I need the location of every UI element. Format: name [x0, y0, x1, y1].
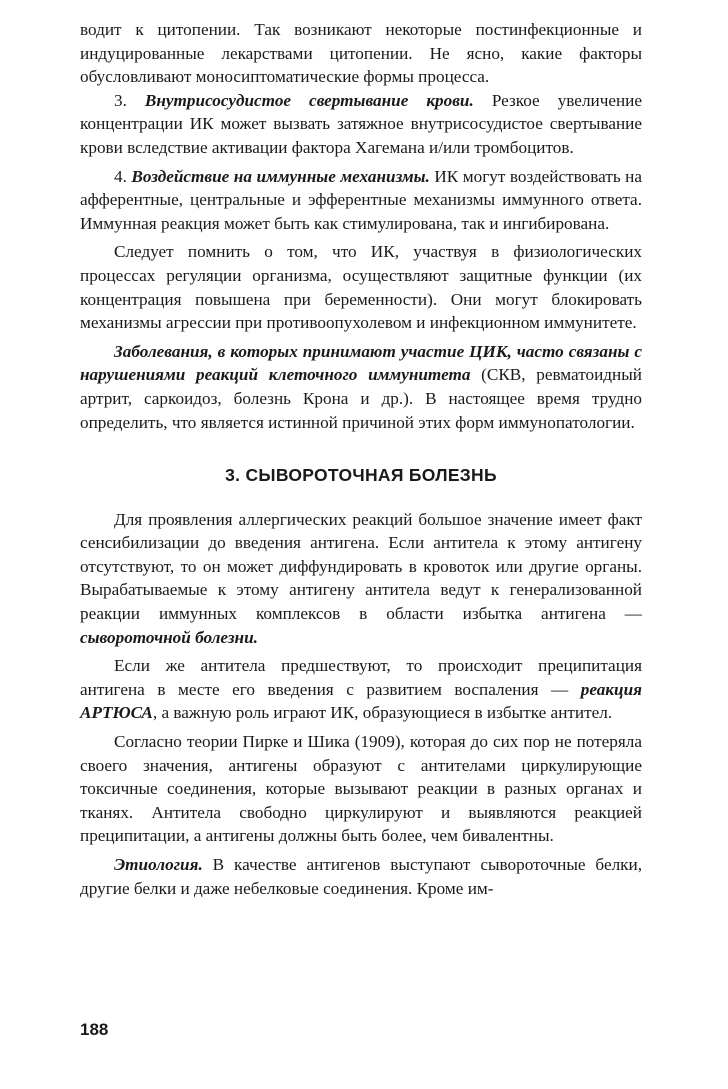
paragraph-immune-mechanisms: [80, 165, 642, 236]
term-diseases-cic: Заболевания, в которых принимают участие ЦИК, часто связаны с нарушениями реакций клеточного иммунитета: [80, 341, 642, 385]
paragraph-cytopenia: [80, 18, 642, 89]
paragraph-text-tail: , а важную роль играют ИК, образующиеся в избытке антител.: [152, 703, 613, 723]
list-number: 4.: [114, 166, 132, 186]
paragraph-text: водит к цитопении. Так возникают некоторые постинфекционные и индуцированные лекарствами цитопении. Не ясно, какие факторы обусловливают моносиптоматические формы процесса.: [80, 20, 642, 87]
paragraph-diseases-cic: [80, 340, 642, 434]
paragraph-text: Для проявления аллергических реакций большое значение имеет факт сенсибилизации до введения антигена. Если антитела к этому антигену отсутствуют, то он может диффундировать в кровоток или другие органы. Вырабатываемые к этому антигену антитела ведут к генерализованной реакции иммунных комплексов в области избытка антигена —: [80, 509, 642, 624]
page-number: 188: [80, 1020, 109, 1039]
paragraph-text: Резкое увеличение концентрации ИК может вызвать затяжное внутрисосудистое свертывание крови вследствие активации фактора Хагемана и/или тромбоцитов.: [80, 90, 643, 157]
paragraph-intravascular-coagulation: [80, 89, 642, 160]
paragraph-text-tail: В качестве антигенов выступают сывороточные белки, другие белки и даже небелковые соединения. Кроме им-: [80, 855, 642, 898]
section-heading: 3. СЫВОРОТОЧНАЯ БОЛЕЗНЬ: [225, 465, 497, 486]
term-etiology: Этиология.: [114, 855, 203, 874]
paragraph-arthus-reaction: [80, 654, 642, 725]
paragraph-pirquet-schick-theory: [80, 730, 642, 848]
term-immune-mechanisms: Воздействие на иммунные механизмы.: [131, 166, 430, 186]
paragraph-text: Следует помнить о том, что ИК, участвуя в физиологических процессах регуляции организма, осуществляют защитные функции (их концентрация повышена при беременности). Они могут блокировать механизмы агрессии при противоопухолевом и инфекционном иммунитете.: [80, 242, 642, 333]
term-intravascular-coagulation: Внутрисосудистое свертывание крови.: [144, 90, 474, 110]
paragraph-etiology: [80, 853, 642, 900]
term-arthus-reaction: реакция АРТЮСА: [80, 679, 642, 723]
book-page-text: [80, 18, 642, 900]
paragraph-text: ИК могут воздействовать на афферентные, центральные и эфферентные механизмы иммунного ответа. Иммунная реакция может быть как стимулирована, так и ингибирована.: [80, 166, 642, 233]
list-number: 3.: [114, 90, 145, 110]
paragraph-serum-sickness-intro: [80, 508, 642, 650]
paragraph-physiological-role: [80, 240, 642, 334]
term-serum-sickness: сывороточной болезни.: [80, 627, 258, 647]
paragraph-text: Согласно теории Пирке и Шика (1909), которая до сих пор не потеряла своего значения, антигены образуют с антителами циркулирующие токсичные соединения, которые вызывают реакции в разных органах и тканях. Антитела свободно циркулируют и выявляются реакцией преципитации, а антигены должны быть более, чем бивалентны.: [80, 732, 642, 846]
paragraph-text: (СКВ, ревматоидный артрит, саркоидоз, болезнь Крона и др.). В настоящее время трудно определить, что является истинной причиной этих форм иммунопатологии.: [80, 365, 642, 432]
paragraph-text: Если же антитела предшествуют, то происходит преципитация антигена в месте его введения с развитием воспаления —: [80, 656, 642, 699]
